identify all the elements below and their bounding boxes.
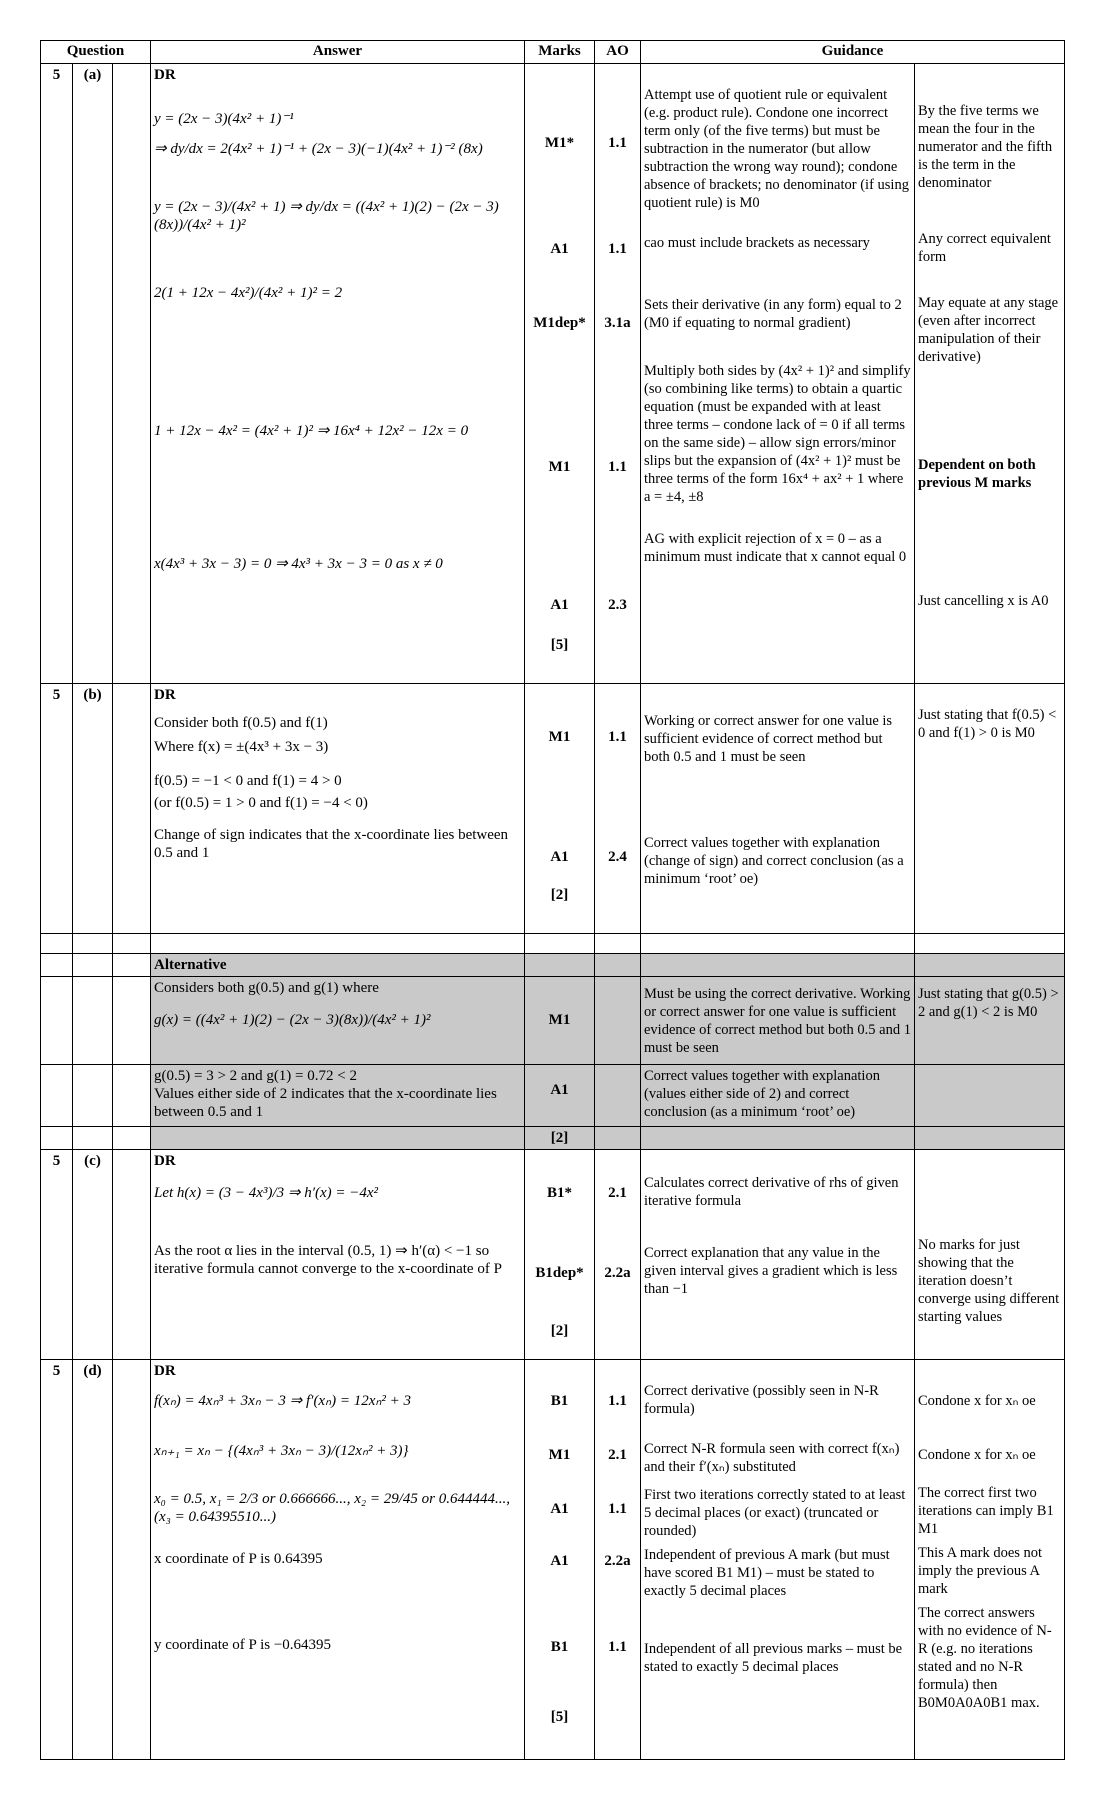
answer-cell: DR f(xₙ) = 4xₙ³ + 3xₙ − 3 ⇒ f′(xₙ) = 12xₙ² + 3 xₙ₊₁ = xₙ − {(4xₙ³ + 3xₙ − 3)/(12xₙ² + 3)} x₀ = 0.5, x₁ = 2/3 or 0.666666..., x₂ = 29/45 or 0.644444..., (x₃ = 0.64395510...) x coordinate of P is 0.64395 y coordinate of P is −0.64395: [151, 1360, 525, 1760]
alternative-header-row: [41, 954, 1065, 977]
question-header: Question: [41, 41, 151, 64]
dr-label: DR: [154, 687, 176, 703]
answer-cell: DR Consider both f(0.5) and f(1) Where f(x) = ±(4x³ + 3x − 3) f(0.5) = −1 < 0 and f(1) = 4 > 0 (or f(0.5) = 1 > 0 and f(1) = −4 < 0) Change of sign indicates that the x-coordinate lies between 0.5 and 1: [151, 684, 525, 934]
part-label: (c): [73, 1150, 113, 1360]
part-a-row: [41, 64, 1065, 684]
equation: 1 + 12x − 4x² = (4x² + 1)² ⇒ 16x⁴ + 12x² − 12x = 0: [154, 423, 469, 439]
guidance-header: Guidance: [641, 41, 1065, 64]
guidance-cell: Working or correct answer for one value is sufficient evidence of correct method but both 0.5 and 1 must be seen Correct values together with explanation (change of sign) and correct conclusion (as a minimum ‘root’ oe): [641, 684, 915, 934]
equation: x(4x³ + 3x − 3) = 0 ⇒ 4x³ + 3x − 3 = 0 as x ≠ 0: [154, 556, 443, 572]
note-cell: No marks for just showing that the iteration doesn’t converge using different starting values: [915, 1150, 1065, 1360]
answer-cell: DR Let h(x) = (3 − 4x³)/3 ⇒ h′(x) = −4x² As the root α lies in the interval (0.5, 1) ⇒ h′(α) < −1 so iterative formula cannot converge to the x-coordinate of P: [151, 1150, 525, 1360]
marks-cell: M1 A1 [2]: [525, 684, 595, 934]
question-number: 5: [41, 1150, 73, 1360]
mark-scheme-page: [40, 40, 1064, 1762]
question-number: 5: [41, 64, 73, 684]
ao-cell: 1.1 2.1 1.1 2.2a 1.1: [595, 1360, 641, 1760]
part-b-row: [41, 684, 1065, 934]
part-label: (d): [73, 1360, 113, 1760]
equation: 2(1 + 12x − 4x²)/(4x² + 1)² = 2: [154, 285, 343, 301]
alternative-row-1: Considers both g(0.5) and g(1) where g(x) = ((4x² + 1)(2) − (2x − 3)(8x))/(4x² + 1)² M1 Must be using the correct derivative. Working or correct answer for one value is sufficient evidence of correct method but both 0.5 and 1 must be seen Just stating that g(0.5) > 2 and g(1) < 2 is M0: [41, 977, 1065, 1065]
equation: ⇒ dy/dx = 2(4x² + 1)⁻¹ + (2x − 3)(−1)(4x² + 1)⁻² (8x): [154, 141, 483, 157]
ao-cell: 1.1 1.1 3.1a 1.1 2.3: [595, 64, 641, 684]
alternative-total-row: [2]: [41, 1127, 1065, 1150]
part-c-row: [41, 1150, 1065, 1360]
equation: y = (2x − 3)/(4x² + 1) ⇒ dy/dx = ((4x² + 1)(2) − (2x − 3)(8x))/(4x² + 1)²: [154, 199, 499, 233]
part-label: (a): [73, 64, 113, 684]
guidance-cell: Calculates correct derivative of rhs of given iterative formula Correct explanation that any value in the given interval gives a gradient which is less than −1: [641, 1150, 915, 1360]
guidance-cell: Correct derivative (possibly seen in N-R formula) Correct N-R formula seen with correct f(xₙ) and their f′(xₙ) substituted First two iterations correctly stated to at least 5 decimal places (or exact) (truncated or rounded) Independent of previous A mark (but must have scored B1 M1) – must be stated to exactly 5 decimal places Independent of all previous marks – must be stated to exactly 5 decimal places: [641, 1360, 915, 1760]
alternative-row-2: g(0.5) = 3 > 2 and g(1) = 0.72 < 2 Values either side of 2 indicates that the x-coordinate lies between 0.5 and 1 A1 Correct values together with explanation (values either side of 2) and correct conclusion (as a minimum ‘root’ oe): [41, 1065, 1065, 1127]
answer-header: Answer: [151, 41, 525, 64]
ao-cell: 2.1 2.2a: [595, 1150, 641, 1360]
ao-header: AO: [595, 41, 641, 64]
note-cell: Condone x for xₙ oe Condone x for xₙ oe The correct first two iterations can imply B1 M1 This A mark does not imply the previous A mark The correct answers with no evidence of N-R (e.g. no iterations stated and no N-R formula) then B0M0A0A0B1 max.: [915, 1360, 1065, 1760]
note-cell: By the five terms we mean the four in the numerator and the fifth is the term in the denominator Any correct equivalent form May equate at any stage (even after incorrect manipulation of their derivative) Dependent on both previous M marks Just cancelling x is A0: [915, 64, 1065, 684]
ao-cell: 1.1 2.4: [595, 684, 641, 934]
marks-header: Marks: [525, 41, 595, 64]
marks-cell: B1* B1dep* [2]: [525, 1150, 595, 1360]
guidance-cell: Attempt use of quotient rule or equivalent (e.g. product rule). Condone one incorrect term only (of the five terms) but must be subtraction in the numerator (but allow subtraction the wrong way round); condone absence of brackets; no denominator (if using quotient rule) is M0 cao must include brackets as necessary Sets their derivative (in any form) equal to 2 (M0 if equating to normal gradient) Multiply both sides by (4x² + 1)² and simplify (so combining like terms) to obtain a quartic equation (must be expanded with at least three terms – condone lack of = 0 if all terms on the same side) – allow sign errors/minor slips but the expansion of (4x² + 1)² must be three terms of the form 16x⁴ + ax² + 1 where a = ±4, ±8 AG with explicit rejection of x = 0 – as a minimum must indicate that x cannot equal 0: [641, 64, 915, 684]
spacer-row: [41, 934, 1065, 954]
dr-label: DR: [154, 67, 176, 83]
part-d-row: [41, 1360, 1065, 1760]
alternative-label: Alternative: [151, 954, 525, 977]
note-cell: Just stating that f(0.5) < 0 and f(1) > 0 is M0: [915, 684, 1065, 934]
equation: y = (2x − 3)(4x² + 1)⁻¹: [154, 111, 294, 127]
part-label: (b): [73, 684, 113, 934]
question-number: 5: [41, 684, 73, 934]
marks-cell: B1 M1 A1 A1 B1 [5]: [525, 1360, 595, 1760]
dr-label: DR: [154, 1363, 176, 1379]
answer-cell: [151, 64, 525, 684]
header-row: [41, 41, 1065, 64]
dr-label: DR: [154, 1153, 176, 1169]
question-number: 5: [41, 1360, 73, 1760]
mark-scheme-table: [40, 40, 1065, 1760]
marks-cell: M1* A1 M1dep* M1 A1 [5]: [525, 64, 595, 684]
